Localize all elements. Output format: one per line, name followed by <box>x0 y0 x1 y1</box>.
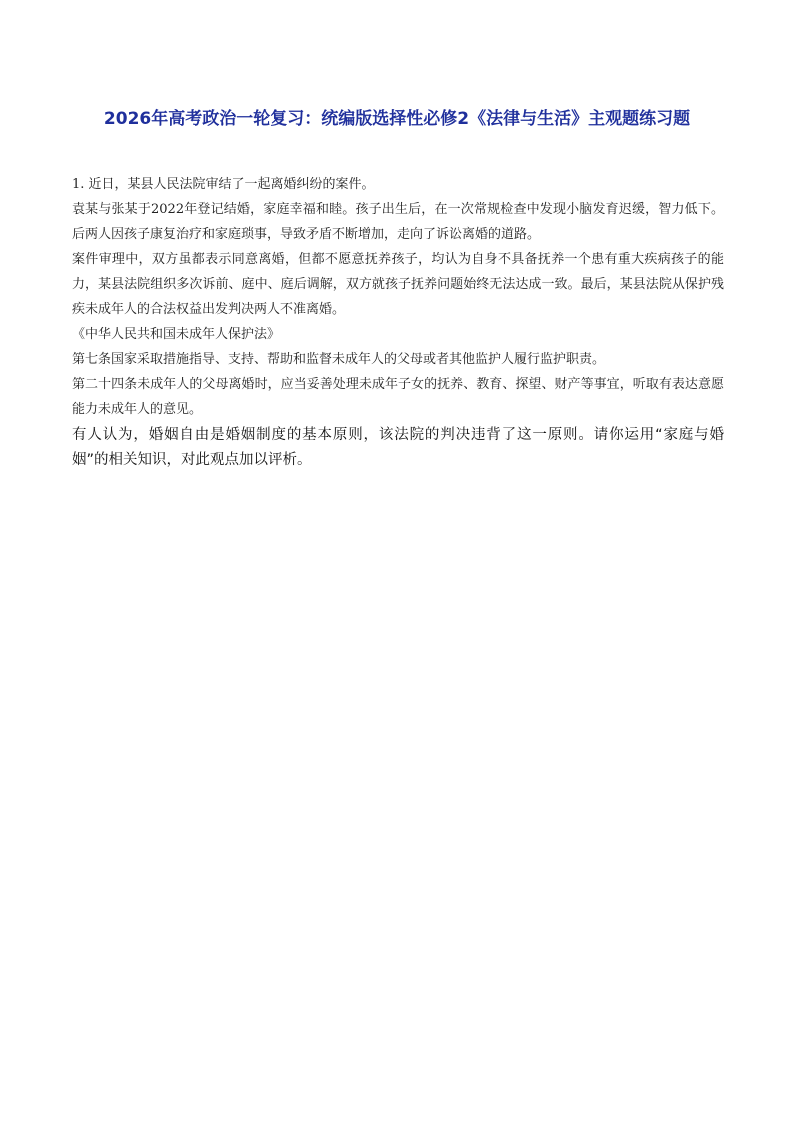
law-title: 《中华人民共和国未成年人保护法》 <box>72 327 281 342</box>
law-article-24: 第二十四条未成年人的父母离婚时，应当妥善处理未成年子女的抚养、教育、探望、财产等事宜，听取有表达意愿能力未成年人的意见。 <box>72 377 724 417</box>
question-stem: 1. 近日，某县人民法院审结了一起离婚纠纷的案件。 <box>72 177 375 192</box>
case-paragraph-2: 案件审理中，双方虽都表示同意离婚，但都不愿意抚养孩子，均认为自身不具备抚养一个患有重大疾病孩子的能力，某县法院组织多次诉前、庭中、庭后调解，双方就孩子抚养问题始终无法达成一致。最后，某县法院从保护残疾未成年人的合法权益出发判决两人不准离婚。 <box>72 252 724 317</box>
case-paragraph-1: 袁某与张某于2022年登记结婚，家庭幸福和睦。孩子出生后，在一次常规检查中发现小脑发育迟缓，智力低下。后两人因孩子康复治疗和家庭琐事，导致矛盾不断增加，走向了诉讼离婚的道路。 <box>72 202 724 242</box>
question-block <box>72 172 724 473</box>
document-title: 2026年高考政治一轮复习：统编版选择性必修2《法律与生活》主观题练习题 <box>103 109 691 129</box>
law-article-7: 第七条国家采取措施指导、支持、帮助和监督未成年人的父母或者其他监护人履行监护职责。 <box>72 352 606 367</box>
question-prompt: 有人认为，婚姻自由是婚姻制度的基本原则，该法院的判决违背了这一原则。请你运用“家庭与婚姻”的相关知识，对此观点加以评析。 <box>72 427 724 468</box>
